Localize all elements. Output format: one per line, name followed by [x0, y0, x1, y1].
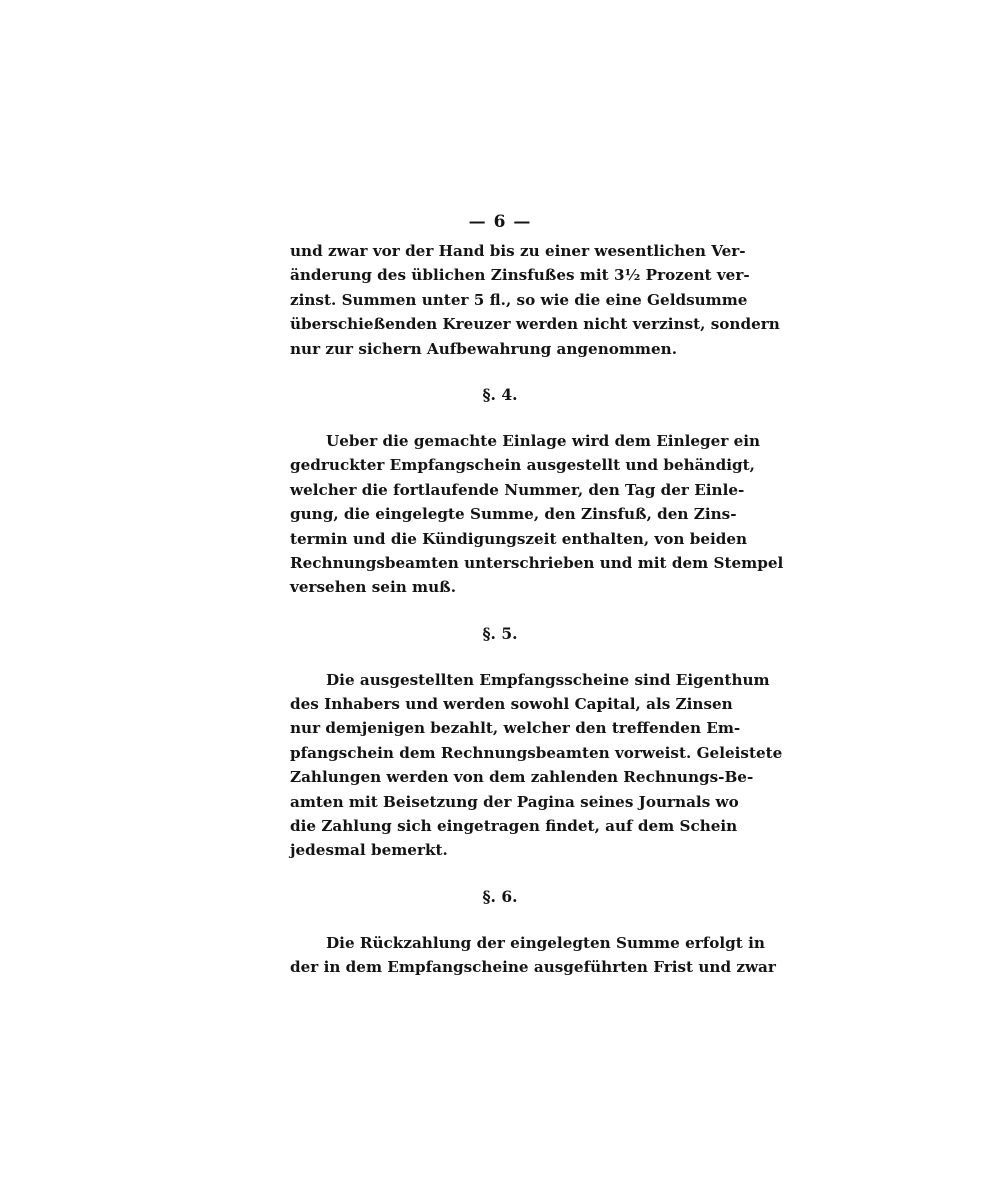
- section-heading-4: §. 4.: [482, 384, 518, 404]
- section-heading-5: §. 5.: [482, 623, 518, 643]
- section-heading-6: §. 6.: [482, 886, 518, 906]
- text-line: zinst. Summen unter 5 fl., so wie die eine Geldsumme: [290, 290, 748, 309]
- text-line: der in dem Empfangscheine ausgeführten Frist und zwar: [290, 958, 776, 977]
- text-line: Die Rückzahlung der eingelegten Summe erfolgt in: [326, 933, 765, 952]
- text-block: [290, 205, 784, 980]
- intro-paragraph: [290, 239, 780, 361]
- text-line: termin und die Kündigungszeit enthalten, von beiden: [290, 529, 748, 548]
- text-line: gung, die eingelegte Summe, den Zinsfuß, den Zins-: [290, 505, 737, 524]
- section-4-paragraph: [290, 429, 784, 600]
- text-line: jedesmal bemerkt.: [290, 841, 448, 860]
- text-line: des Inhabers und werden sowohl Capital, als Zinsen: [290, 695, 733, 714]
- text-line: versehen sein muß.: [290, 578, 456, 597]
- text-line: änderung des üblichen Zinsfußes mit 3½ Prozent ver-: [290, 266, 750, 285]
- text-line: nur demjenigen bezahlt, welcher den treffenden Em-: [290, 719, 741, 738]
- text-line: nur zur sichern Aufbewahrung angenommen.: [290, 339, 677, 358]
- text-line: Ueber die gemachte Einlage wird dem Einleger ein: [326, 431, 761, 450]
- text-line: gedruckter Empfangschein ausgestellt und behändigt,: [290, 456, 755, 475]
- section-6-paragraph: [290, 931, 776, 980]
- text-line: Die ausgestellten Empfangsscheine sind Eigenthum: [326, 670, 770, 689]
- text-line: und zwar vor der Hand bis zu einer wesentlichen Ver-: [290, 242, 746, 260]
- text-line: Zahlungen werden von dem zahlenden Rechnungs-Be-: [290, 768, 754, 787]
- text-line: überschießenden Kreuzer werden nicht verzinst, sondern: [290, 315, 780, 334]
- section-5-paragraph: [290, 668, 783, 863]
- text-line: Rechnungsbeamten unterschrieben und mit dem Stempel: [290, 553, 784, 572]
- text-line: pfangschein dem Rechnungsbeamten vorweist. Geleistete: [290, 743, 783, 762]
- page-number: — 6 —: [468, 212, 532, 232]
- text-line: amten mit Beisetzung der Pagina seines Journals wo: [290, 792, 739, 811]
- text-line: welcher die fortlaufende Nummer, den Tag der Einle-: [290, 480, 745, 499]
- text-line: die Zahlung sich eingetragen findet, auf dem Schein: [290, 817, 738, 836]
